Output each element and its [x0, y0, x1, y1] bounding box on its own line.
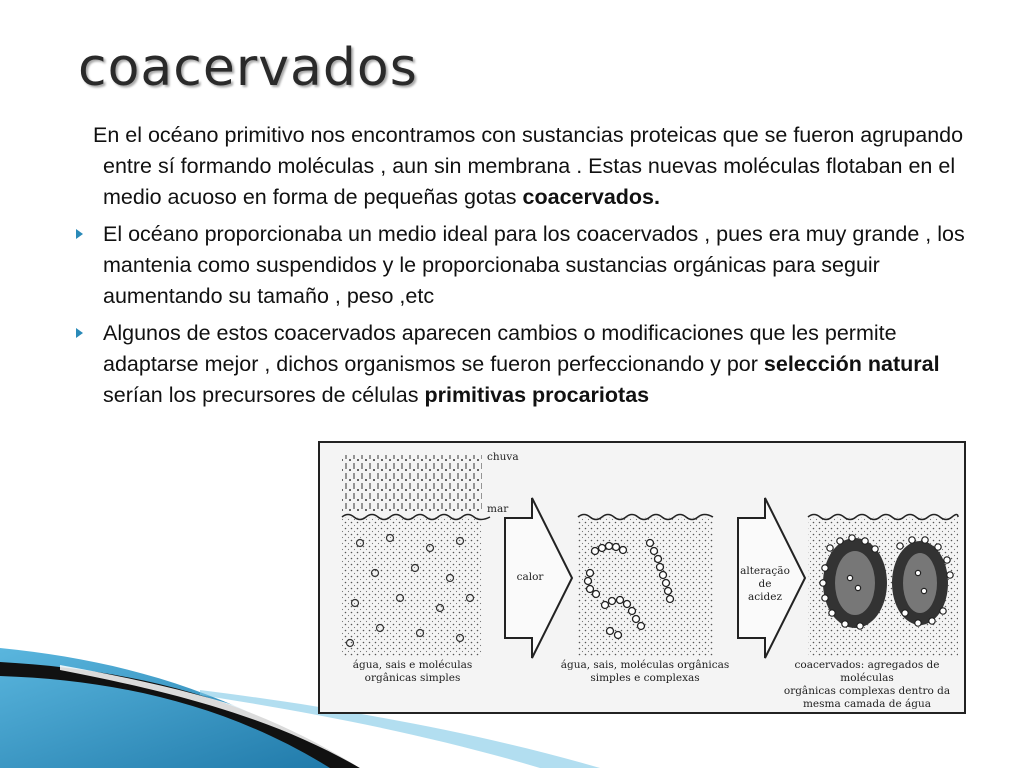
- coacervate-diagram: [318, 441, 966, 714]
- arrow-2-label-line1: alteração: [740, 565, 790, 577]
- label-chuva: chuva: [487, 451, 519, 463]
- arrow-1-label: calor: [516, 571, 544, 583]
- caption-2-line2: simples e complexas: [590, 672, 700, 684]
- bullet-paragraph-1: [76, 219, 976, 312]
- caption-2-line1: água, sais, moléculas orgânicas: [560, 659, 730, 671]
- bullet-2-bold-b: primitivas procariotas: [424, 383, 650, 407]
- caption-panel-1: [330, 659, 495, 685]
- caption-panel-3: [770, 659, 964, 711]
- arrow-2-label-line2: de acidez: [748, 578, 782, 603]
- arrow-2-label: [740, 565, 790, 604]
- caption-3-line1: coacervados: agregados de moléculas: [794, 659, 940, 684]
- bullet-2-text-a: Algunos de estos coacervados aparecen cambios o modificaciones que les permite adaptarse mejor , dichos organismos se fueron perfeccionando y por: [103, 321, 897, 376]
- caption-panel-2: [560, 659, 730, 685]
- bullet-2-bold-a: selección natural: [763, 352, 940, 376]
- panel-2: [578, 515, 713, 658]
- intro-bold-term: coacervados.: [522, 185, 660, 209]
- caption-1-line1: água, sais e moléculas: [352, 659, 473, 671]
- intro-paragraph: [76, 120, 976, 213]
- bullet-1-text: El océano proporcionaba un medio ideal para los coacervados , pues era muy grande , los mantenia como suspendidos y le proporcionaba sustancias orgánicas para seguir aumentando su tamaño , peso ,etc: [103, 222, 965, 308]
- panel-1: [342, 455, 490, 657]
- panel-3: [808, 515, 958, 658]
- label-mar: mar: [487, 503, 509, 515]
- bullet-paragraph-2: [76, 318, 976, 411]
- bullet-arrow-icon: [76, 229, 83, 239]
- slide-title: coacervados: [78, 38, 418, 98]
- caption-1-line2: orgânicas simples: [364, 672, 461, 684]
- caption-3-line3: mesma camada de água: [802, 698, 932, 710]
- slide-body: [76, 120, 976, 417]
- caption-3-line2: orgânicas complexas dentro da: [783, 685, 951, 697]
- intro-text: En el océano primitivo nos encontramos con sustancias proteicas que se fueron agrupando entre sí formando moléculas , aun sin membrana . Estas nuevas moléculas flotaban en el medio acuoso en forma de pequeñas gotas: [93, 123, 964, 209]
- bullet-arrow-icon: [76, 328, 83, 338]
- bullet-2-text-b: serían los precursores de células: [103, 383, 425, 407]
